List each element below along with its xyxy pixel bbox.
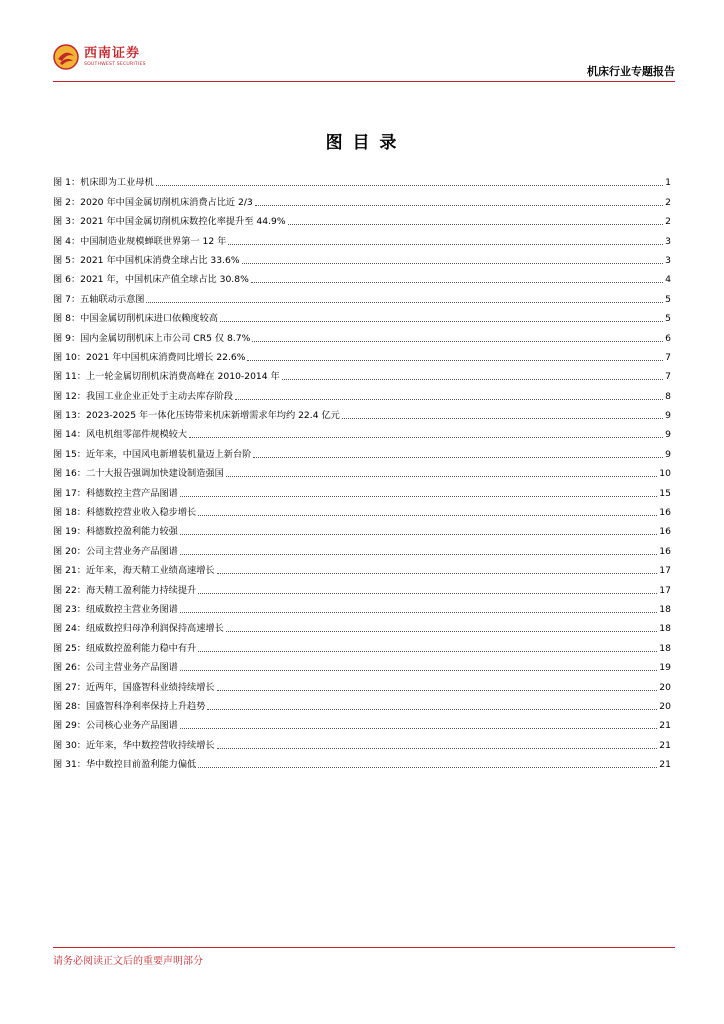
toc-entry[interactable] (53, 441, 671, 460)
report-type-title: 机床行业专题报告 (587, 65, 675, 78)
toc-entry-label: 图 24：纽威数控归母净利润保持高速增长 (53, 623, 224, 635)
toc-entry[interactable] (53, 655, 671, 674)
toc-entry-label: 图 19：科德数控盈利能力较强 (53, 526, 178, 538)
toc-entry-page: 20 (659, 681, 671, 693)
toc-entry-page: 17 (659, 565, 671, 577)
logo-english-name: SOUTHWEST SECURITIES (84, 61, 146, 67)
toc-entry-page: 17 (659, 584, 671, 596)
toc-entry-label: 图 4：中国制造业规模蝉联世界第一 12 年 (53, 235, 227, 247)
toc-entry[interactable] (53, 189, 671, 208)
toc-entry-page: 18 (659, 603, 671, 615)
toc-entry[interactable] (53, 538, 671, 557)
toc-dot-leader (146, 302, 663, 303)
toc-entry[interactable] (53, 674, 671, 693)
company-logo (53, 44, 146, 70)
toc-entry-label: 图 18：科德数控营业收入稳步增长 (53, 507, 197, 519)
toc-entry-page: 21 (659, 720, 671, 732)
toc-entry-page: 7 (665, 351, 671, 363)
toc-entry-label: 图 6：2021 年，中国机床产值全球占比 30.8% (53, 274, 249, 286)
toc-dot-leader (220, 321, 663, 322)
toc-dot-leader (207, 709, 657, 710)
toc-entry[interactable] (53, 286, 671, 305)
toc-entry-page: 9 (665, 448, 671, 460)
logo-chinese-name: 西南证券 (84, 45, 141, 61)
toc-entry[interactable] (53, 209, 671, 228)
toc-dot-leader (282, 379, 663, 380)
toc-entry[interactable] (53, 519, 671, 538)
toc-entry-label: 图 25：纽威数控盈利能力稳中有升 (53, 642, 197, 654)
toc-entry-label: 图 27：近两年，国盛智科业绩持续增长 (53, 681, 215, 693)
toc-entry[interactable] (53, 170, 671, 189)
toc-entry-label: 图 2：2020 年中国金属切削机床消费占比近 2/3 (53, 196, 253, 208)
toc-entry-page: 5 (665, 293, 671, 305)
toc-dot-leader (251, 282, 663, 283)
toc-entry[interactable] (53, 713, 671, 732)
toc-dot-leader (255, 205, 663, 206)
toc-entry-label: 图 14：风电机组零部件规模较大 (53, 429, 188, 441)
toc-entry[interactable] (53, 325, 671, 344)
toc-dot-leader (198, 515, 657, 516)
toc-dot-leader (342, 418, 663, 419)
header-divider (53, 81, 675, 82)
toc-entry[interactable] (53, 752, 671, 771)
toc-dot-leader (189, 437, 663, 438)
toc-dot-leader (253, 457, 663, 458)
toc-entry-label: 图 22：海天精工盈利能力持续提升 (53, 584, 197, 596)
toc-dot-leader (180, 670, 657, 671)
toc-dot-leader (288, 224, 664, 225)
toc-entry-label: 图 9：国内金属切削机床上市公司 CR5 仅 8.7% (53, 332, 251, 344)
toc-entry[interactable] (53, 345, 671, 364)
toc-entry-page: 16 (659, 507, 671, 519)
toc-entry[interactable] (53, 732, 671, 751)
toc-dot-leader (217, 573, 658, 574)
toc-entry[interactable] (53, 577, 671, 596)
toc-entry-page: 20 (659, 700, 671, 712)
toc-entry-page: 21 (659, 739, 671, 751)
southwest-securities-logo-icon (53, 44, 79, 70)
toc-entry[interactable] (53, 694, 671, 713)
toc-dot-leader (235, 399, 663, 400)
toc-entry[interactable] (53, 403, 671, 422)
toc-entry[interactable] (53, 500, 671, 519)
toc-entry[interactable] (53, 248, 671, 267)
toc-entry-label: 图 31：华中数控目前盈利能力偏低 (53, 759, 197, 771)
toc-entry-label: 图 5：2021 年中国机床消费全球占比 33.6% (53, 254, 240, 266)
toc-entry-page: 1 (665, 177, 671, 189)
toc-entry-label: 图 8：中国金属切削机床进口依赖度较高 (53, 313, 218, 325)
toc-entry-page: 15 (659, 487, 671, 499)
toc-entry-page: 4 (665, 274, 671, 286)
footer-divider (53, 947, 675, 948)
toc-entry-label: 图 28：国盛智科净利率保持上升趋势 (53, 700, 206, 712)
toc-entry-page: 9 (665, 429, 671, 441)
toc-entry-label: 图 23：纽威数控主营业务图谱 (53, 603, 178, 615)
toc-entry-label: 图 15：近年来，中国风电新增装机量迈上新台阶 (53, 448, 252, 460)
toc-entry-label: 图 16：二十大报告强调加快建设制造强国 (53, 468, 224, 480)
toc-entry-page: 9 (665, 410, 671, 422)
toc-entry-page: 5 (665, 313, 671, 325)
toc-dot-leader (180, 728, 657, 729)
toc-dot-leader (180, 612, 657, 613)
toc-entry[interactable] (53, 228, 671, 247)
toc-entry-page: 2 (665, 216, 671, 228)
toc-entry-label: 图 1：机床即为工业母机 (53, 177, 154, 189)
toc-entry-label: 图 13：2023-2025 年一体化压铸带来机床新增需求年均约 22.4 亿元 (53, 410, 340, 422)
toc-dot-leader (180, 496, 657, 497)
toc-dot-leader (180, 554, 657, 555)
toc-entry-page: 2 (665, 196, 671, 208)
toc-entry-page: 3 (665, 235, 671, 247)
toc-entry-page: 18 (659, 642, 671, 654)
toc-dot-leader (217, 690, 658, 691)
toc-entry[interactable] (53, 422, 671, 441)
toc-entry-page: 16 (659, 545, 671, 557)
toc-dot-leader (198, 651, 657, 652)
toc-entry-label: 图 26：公司主营业务产品图谱 (53, 662, 178, 674)
toc-entry-page: 10 (659, 468, 671, 480)
toc-entry-label: 图 20：公司主营业务产品图谱 (53, 545, 178, 557)
toc-dot-leader (156, 185, 664, 186)
toc-dot-leader (247, 360, 663, 361)
toc-dot-leader (198, 767, 657, 768)
toc-entry-label: 图 30：近年来，华中数控营收持续增长 (53, 739, 215, 751)
toc-entry-label: 图 29：公司核心业务产品图谱 (53, 720, 178, 732)
toc-entry[interactable] (53, 306, 671, 325)
toc-entry[interactable] (53, 597, 671, 616)
disclaimer-notice: 请务必阅读正文后的重要声明部分 (53, 956, 203, 967)
toc-entry-page: 7 (665, 371, 671, 383)
toc-entry[interactable] (53, 616, 671, 635)
figure-toc-list (53, 170, 671, 771)
toc-dot-leader (226, 631, 657, 632)
toc-entry-label: 图 10：2021 年中国机床消费同比增长 22.6% (53, 351, 246, 363)
toc-entry-label: 图 17：科德数控主营产品图谱 (53, 487, 178, 499)
toc-entry-page: 21 (659, 759, 671, 771)
toc-entry[interactable] (53, 461, 671, 480)
toc-entry-label: 图 21：近年来，海天精工业绩高速增长 (53, 565, 215, 577)
toc-entry-page: 6 (665, 332, 671, 344)
toc-entry-page: 8 (665, 390, 671, 402)
toc-entry[interactable] (53, 364, 671, 383)
toc-entry-label: 图 3：2021 年中国金属切削机床数控化率提升至 44.9% (53, 216, 286, 228)
toc-dot-leader (217, 748, 658, 749)
toc-dot-leader (252, 341, 663, 342)
toc-entry-label: 图 7：五轴联动示意图 (53, 293, 145, 305)
toc-entry[interactable] (53, 635, 671, 654)
toc-entry-page: 19 (659, 662, 671, 674)
toc-dot-leader (226, 476, 657, 477)
toc-dot-leader (180, 534, 657, 535)
toc-entry-page: 3 (665, 254, 671, 266)
toc-entry-label: 图 11：上一轮金属切削机床消费高峰在 2010-2014 年 (53, 371, 280, 383)
toc-dot-leader (242, 263, 664, 264)
toc-entry-label: 图 12：我国工业企业正处于主动去库存阶段 (53, 390, 233, 402)
page-header (53, 36, 675, 86)
toc-entry-page: 18 (659, 623, 671, 635)
toc-entry-page: 16 (659, 526, 671, 538)
toc-entry[interactable] (53, 383, 671, 402)
toc-dot-leader (198, 593, 657, 594)
toc-entry[interactable] (53, 558, 671, 577)
toc-entry[interactable] (53, 480, 671, 499)
toc-entry[interactable] (53, 267, 671, 286)
toc-heading: 图 目 录 (325, 133, 399, 153)
toc-dot-leader (228, 244, 663, 245)
